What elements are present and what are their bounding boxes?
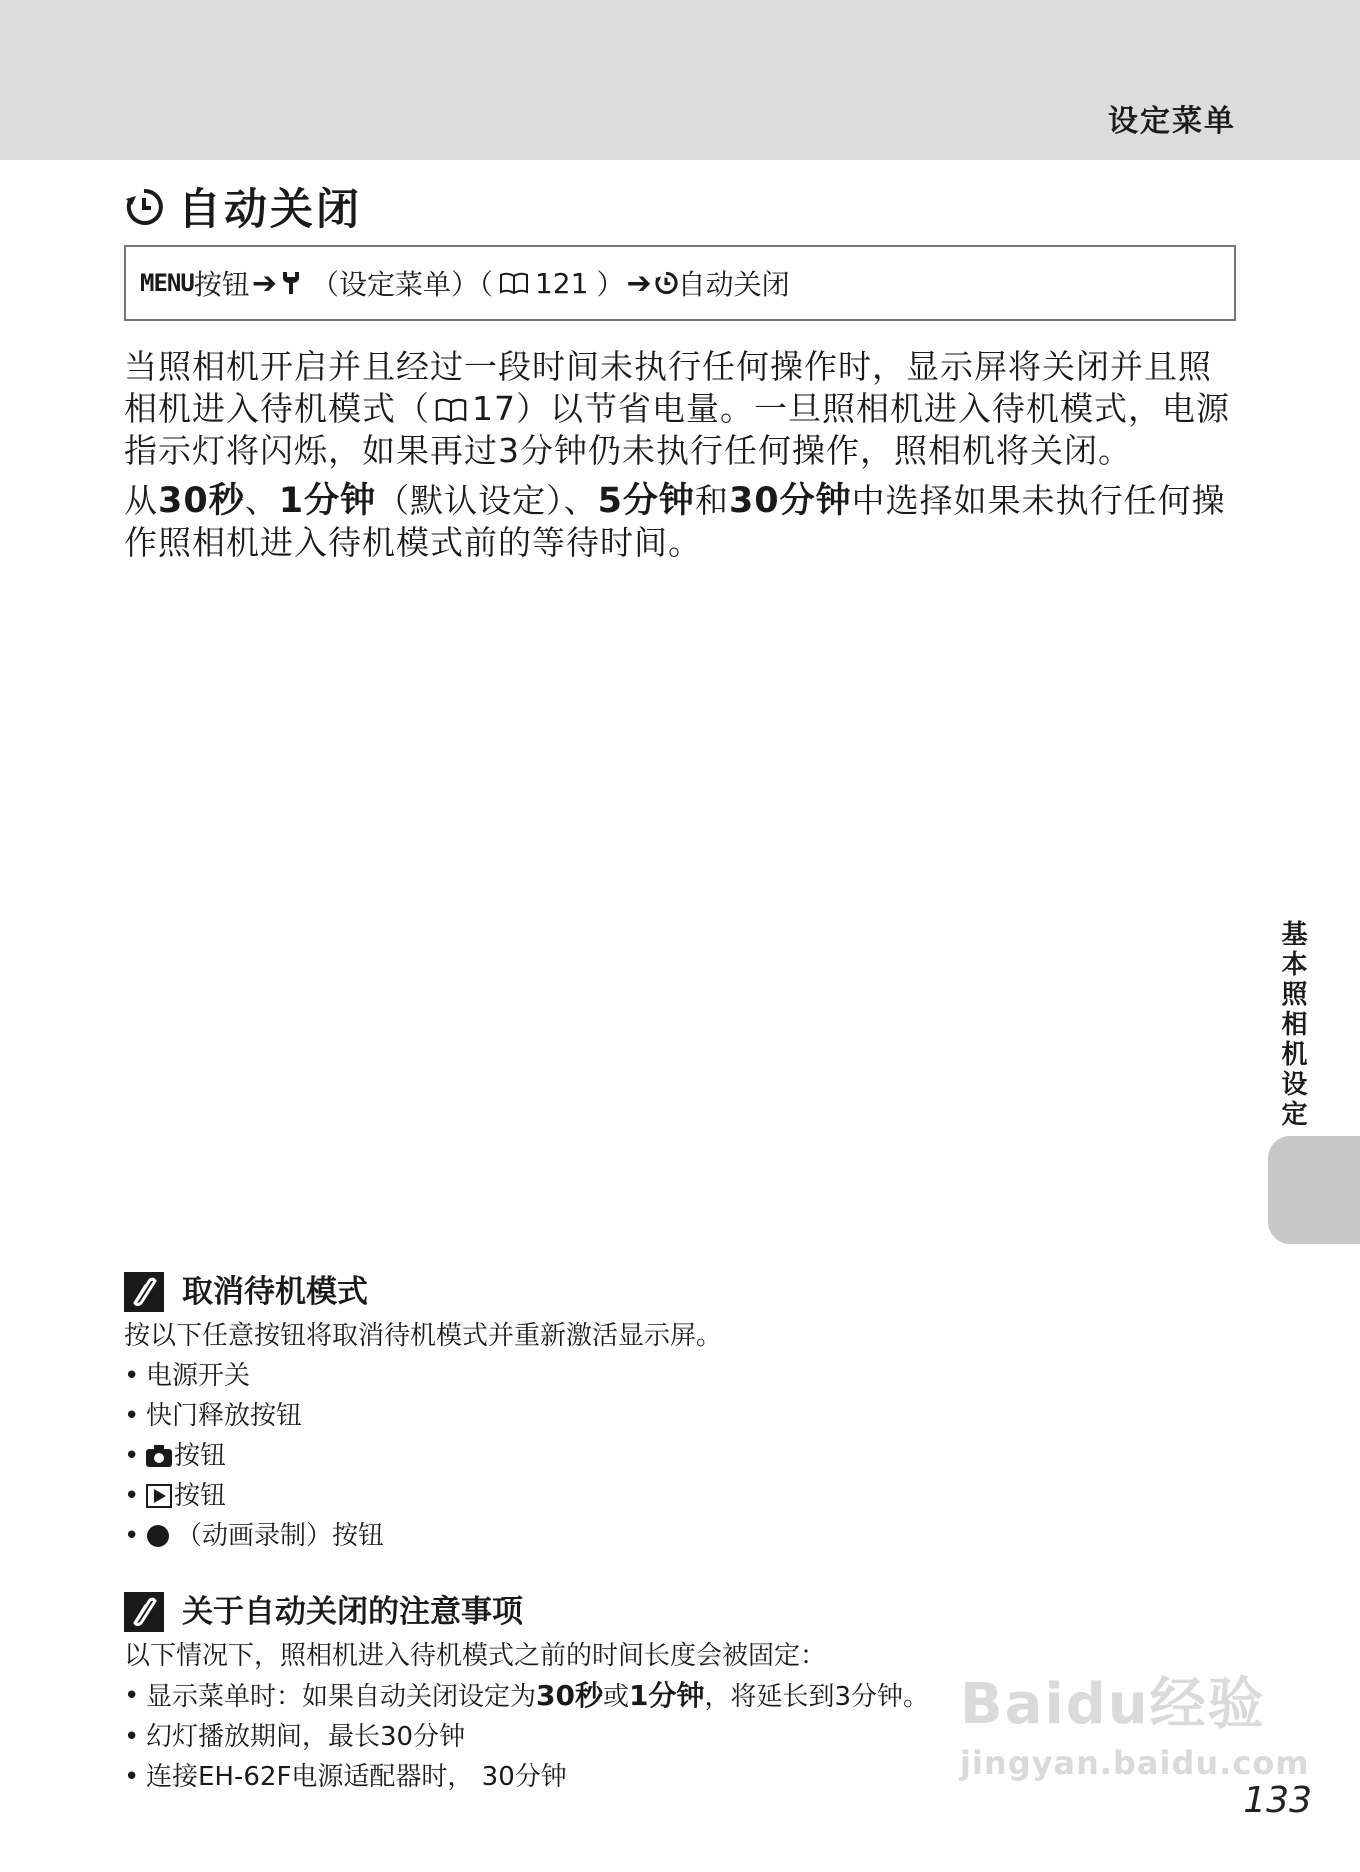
timer-icon — [124, 187, 164, 227]
arrow-icon: ➔ — [251, 265, 277, 301]
book-icon — [434, 398, 468, 422]
option-30s: 30秒 — [536, 1679, 603, 1712]
item-text: 快门释放按钮 — [146, 1401, 303, 1431]
book-icon — [499, 272, 529, 294]
note-heading — [124, 1592, 1264, 1632]
timer-icon-small — [654, 271, 678, 295]
option-30min: 30分钟 — [728, 481, 852, 521]
header-title: 设定菜单 — [1108, 104, 1236, 139]
default-note: （默认设定）、 — [376, 481, 598, 520]
pencil-note-icon — [124, 1272, 164, 1312]
description — [124, 346, 1244, 572]
item-text: 电源开关 — [146, 1361, 251, 1391]
button-word: 按钮 — [193, 268, 250, 301]
description-paragraph-1 — [124, 346, 1244, 472]
auto-off-target: 自动关闭 — [677, 268, 790, 301]
note-title: 关于自动关闭的注意事项 — [182, 1594, 523, 1630]
item-text: 按钮 — [174, 1441, 227, 1471]
list-item — [124, 1476, 1264, 1516]
option-30s: 30秒 — [158, 481, 245, 521]
note-cancel-standby — [124, 1272, 1264, 1556]
or-word: 或 — [602, 1682, 629, 1712]
button-list — [124, 1356, 1264, 1556]
list-item — [124, 1356, 1264, 1396]
item-text: ，将延长到3分钟。 — [704, 1682, 930, 1712]
section-title — [124, 176, 362, 237]
separator: 、 — [244, 481, 279, 520]
page-reference: 121 — [534, 266, 589, 300]
note-title: 取消待机模式 — [182, 1274, 368, 1310]
note-intro: 以下情况下，照相机进入待机模式之前的时间长度会被固定： — [124, 1641, 827, 1671]
side-tab-label: 基本照相机设定 — [1277, 920, 1307, 1130]
watermark-main: Baidu经验 — [960, 1672, 1266, 1737]
and-word: 和 — [694, 481, 729, 520]
note-intro: 按以下任意按钮将取消待机模式并重新激活显示屏。 — [124, 1321, 723, 1351]
play-icon — [146, 1484, 172, 1508]
side-tab — [1268, 1136, 1360, 1244]
para1-text-a: 当照相机开启并且经过一段时间未执行任何操作时，显示屏将关闭并且照相机进入待机模式（ — [124, 347, 1212, 428]
item-text: 显示菜单时：如果自动关闭设定为 — [146, 1682, 537, 1712]
watermark — [960, 1660, 1310, 1820]
wrench-icon — [279, 270, 303, 296]
item-text: 幻灯播放期间，最长30分钟 — [146, 1722, 466, 1752]
watermark-url: jingyan.baidu.com — [960, 1744, 1310, 1782]
item-text: 连接EH-62F电源适配器时， 30分钟 — [146, 1762, 567, 1792]
para1-text-b: ）以节省电量。一旦照相机进入待机模式，电源指示灯将闪烁，如果再过3分钟仍未执行任何操作，照相机将关闭。 — [124, 389, 1230, 470]
para2-suffix: 中选择如果未执行任何操作照相机进入待机模式前的等待时间。 — [124, 481, 1226, 562]
section-title-text: 自动关闭 — [178, 185, 362, 235]
item-text: （动画录制）按钮 — [176, 1521, 385, 1551]
arrow-icon-2: ➔ — [626, 265, 652, 301]
close-paren: ） — [596, 268, 625, 301]
page-number: 133 — [1243, 1780, 1312, 1821]
record-icon — [146, 1524, 170, 1548]
list-item — [124, 1436, 1264, 1476]
option-1min: 1分钟 — [278, 481, 377, 521]
list-item — [124, 1516, 1264, 1556]
setup-menu-label: （设定菜单）（ — [310, 268, 493, 301]
para2-prefix: 从 — [124, 481, 158, 520]
camera-icon — [146, 1445, 172, 1467]
para1-page-ref: 17 — [472, 389, 516, 428]
note-heading — [124, 1272, 1264, 1312]
list-item — [124, 1396, 1264, 1436]
item-text: 按钮 — [174, 1481, 227, 1511]
description-paragraph-2 — [124, 480, 1244, 564]
menu-path — [124, 245, 1236, 321]
menu-button-label: MENU — [140, 269, 194, 297]
pencil-note-icon — [124, 1592, 164, 1632]
option-1min: 1分钟 — [629, 1679, 705, 1712]
option-5min: 5分钟 — [597, 481, 695, 521]
